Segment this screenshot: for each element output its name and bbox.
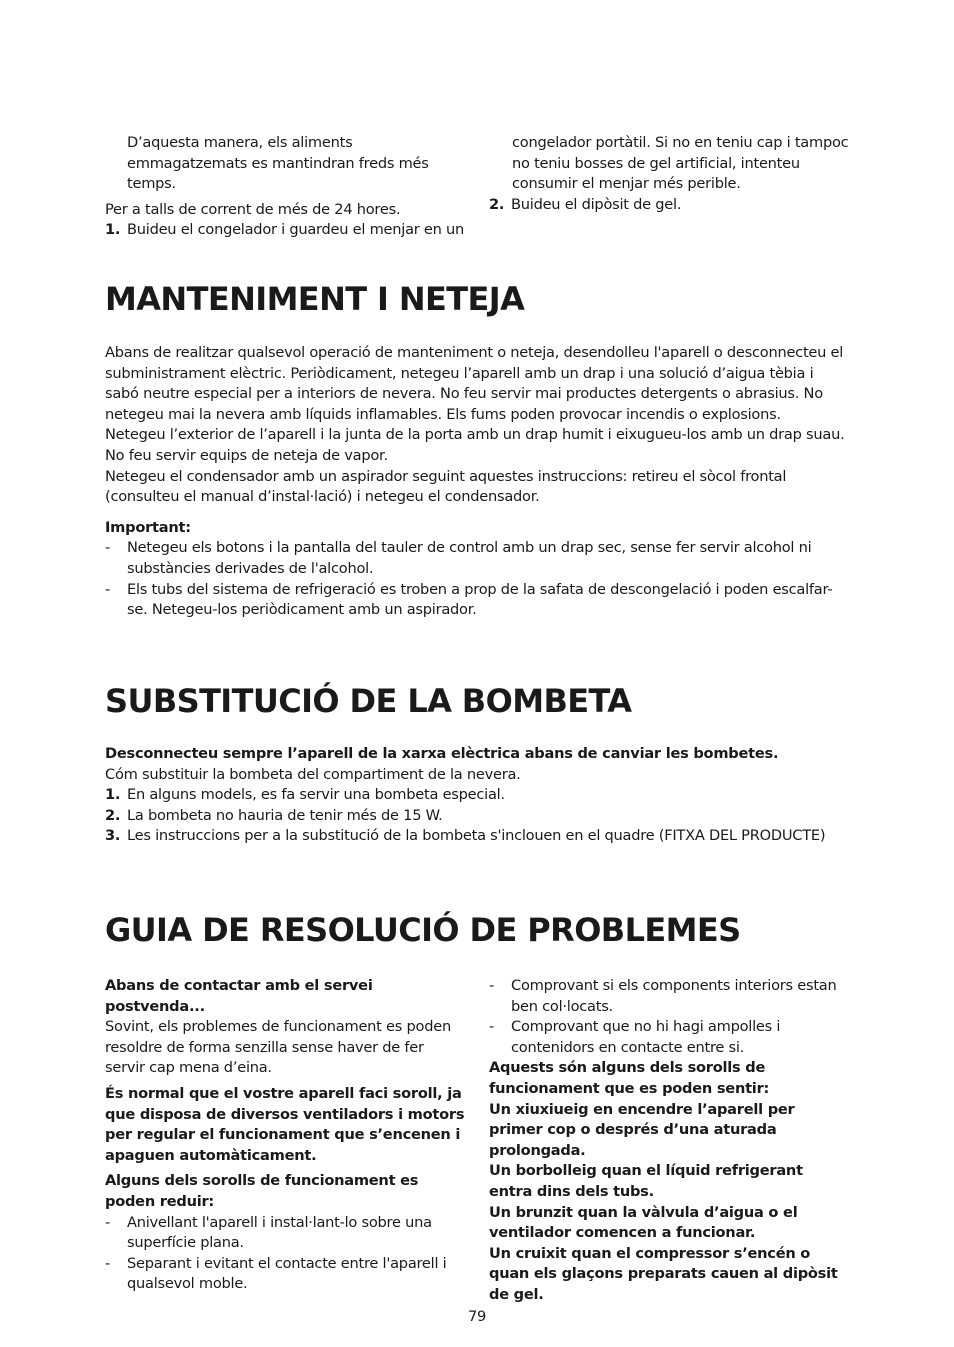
section-title-troubleshooting: GUIA DE RESOLUCIÓ DE PROBLEMES [105, 911, 741, 949]
list-number: 3. [105, 827, 121, 845]
list-item [105, 785, 847, 806]
maintenance-paragraph: Abans de realitzar qualsevol operació de manteniment o neteja, desendolleu l'aparell o desconnecteu el subministrament elèctric. Periòdicament, netegeu l’aparell amb un drap i una solució d’aigua tèbia i sabó neutre especial per a interiors de nevera. No feu servir mai productes detergents o abrasius. No netegeu mai la nevera amb líquids inflamables. Els fums poden provocar incendis o explosions. [105, 344, 844, 423]
list-number: 2. [105, 806, 121, 824]
top-left-column [105, 133, 465, 241]
bullet-dash: - [105, 1254, 111, 1272]
top-right-column [489, 133, 849, 215]
page-number: 79 [467, 1308, 487, 1325]
list-item-text: Separant i evitant el contacte entre l'aparell i qualsevol moble. [127, 1254, 447, 1293]
troubleshooting-right-column [489, 976, 849, 1306]
list-item [105, 826, 847, 847]
bulb-body [105, 744, 847, 847]
bullet-dash: - [489, 977, 495, 994]
list-item-text: Comprovant que no hi hagi ampolles i contenidors en contacte entre si. [511, 1018, 781, 1056]
noise-list-heading: Aquests són alguns dels sorolls de funcionament que es poden sentir: [489, 1059, 770, 1097]
list-item [489, 1017, 849, 1058]
bulb-intro: Cóm substituir la bombeta del compartiment de la nevera. [105, 765, 521, 783]
list-item-text: Els tubs del sistema de refrigeració es troben a prop de la safata de descongelació i poden escalfar-se. Netegeu-los periòdicament amb un aspirador. [127, 580, 833, 619]
troubleshooting-left-column [105, 976, 465, 1295]
section-title-maintenance: MANTENIMENT I NETEJA [105, 280, 525, 318]
list-item-text: En alguns models, es fa servir una bombeta especial. [127, 786, 505, 804]
list-number: 1. [105, 786, 121, 804]
list-number: 1. [105, 221, 121, 239]
list-item [105, 538, 847, 579]
list-item [105, 806, 847, 827]
list-item-text: Comprovant si els components interiors estan ben col·locats. [511, 977, 837, 1015]
service-heading: Abans de contactar amb el servei postvenda... [105, 977, 373, 1015]
list-item-text: Buideu el dipòsit de gel. [511, 195, 682, 213]
important-label: Important: [105, 518, 191, 536]
list-item [489, 195, 849, 216]
bullet-dash: - [105, 580, 111, 598]
list-item [489, 976, 849, 1017]
noise-item: Un xiuxiueig en encendre l’aparell per primer cop o després d’una aturada prolongada. [489, 1100, 795, 1159]
noise-note: És normal que el vostre aparell faci soroll, ja que disposa de diversos ventiladors i motors per regular el funcionament que s’encenen i apaguen automàticament. [105, 1084, 465, 1164]
noise-item: Un cruixit quan el compressor s’encén o quan els glaçons preparats cauen al dipòsit de gel. [489, 1244, 838, 1303]
bullet-dash: - [489, 1018, 495, 1036]
maintenance-paragraph: Netegeu el condensador amb un aspirador seguint aquestes instruccions: retireu el sòcol frontal (consulteu el manual d’instal·lació) i netegeu el condensador. [105, 467, 787, 506]
list-item [105, 1254, 465, 1295]
list-item [105, 580, 847, 621]
noise-item: Un borbolleig quan el líquid refrigerant entra dins dels tubs. [489, 1162, 803, 1200]
list-item-text: Netegeu els botons i la pantalla del tauler de control amb un drap sec, sense fer servir alcohol ni substàncies derivades de l'alcohol. [127, 539, 812, 577]
bulb-warning: Desconnecteu sempre l’aparell de la xarxa elèctrica abans de canviar les bombetes. [105, 745, 779, 762]
power-cut-paragraph: Per a talls de corrent de més de 24 hores. [105, 200, 401, 218]
maintenance-body [105, 343, 847, 621]
service-paragraph: Sovint, els problemes de funcionament es poden resoldre de forma senzilla sense haver de fer servir cap mena d’eina. [105, 1018, 451, 1077]
noise-item: Un brunzit quan la vàlvula d’aigua o el ventilador comencen a funcionar. [489, 1203, 798, 1242]
list-item [105, 220, 465, 241]
list-number: 2. [489, 195, 505, 213]
list-item-text: Les instruccions per a la substitució de la bombeta s'inclouen en el quadre (FITXA DEL PRODUCTE) [127, 827, 826, 845]
bullet-dash: - [105, 539, 111, 557]
maintenance-paragraph: Netegeu l’exterior de l’aparell i la junta de la porta amb un drap humit i eixugueu-los amb un drap suau. No feu servir equips de neteja de vapor. [105, 426, 845, 464]
section-title-bulb: SUBSTITUCIÓ DE LA BOMBETA [105, 682, 632, 720]
list-item-text: La bombeta no hauria de tenir més de 15 W. [127, 806, 443, 824]
indented-paragraph: D’aquesta manera, els aliments emmagatzemats es mantindran freds més temps. [127, 134, 429, 193]
list-item-text: Buideu el congelador i guardeu el menjar en un [127, 221, 465, 239]
bullet-dash: - [105, 1213, 111, 1231]
continued-paragraph: congelador portàtil. Si no en teniu cap i tampoc no teniu bosses de gel artificial, intenteu consumir el menjar més perible. [512, 134, 849, 193]
list-item-text: Anivellant l'aparell i instal·lant-lo sobre una superfície plana. [127, 1213, 432, 1252]
reduce-heading: Alguns dels sorolls de funcionament es poden reduir: [105, 1172, 419, 1210]
list-item [105, 1213, 465, 1254]
